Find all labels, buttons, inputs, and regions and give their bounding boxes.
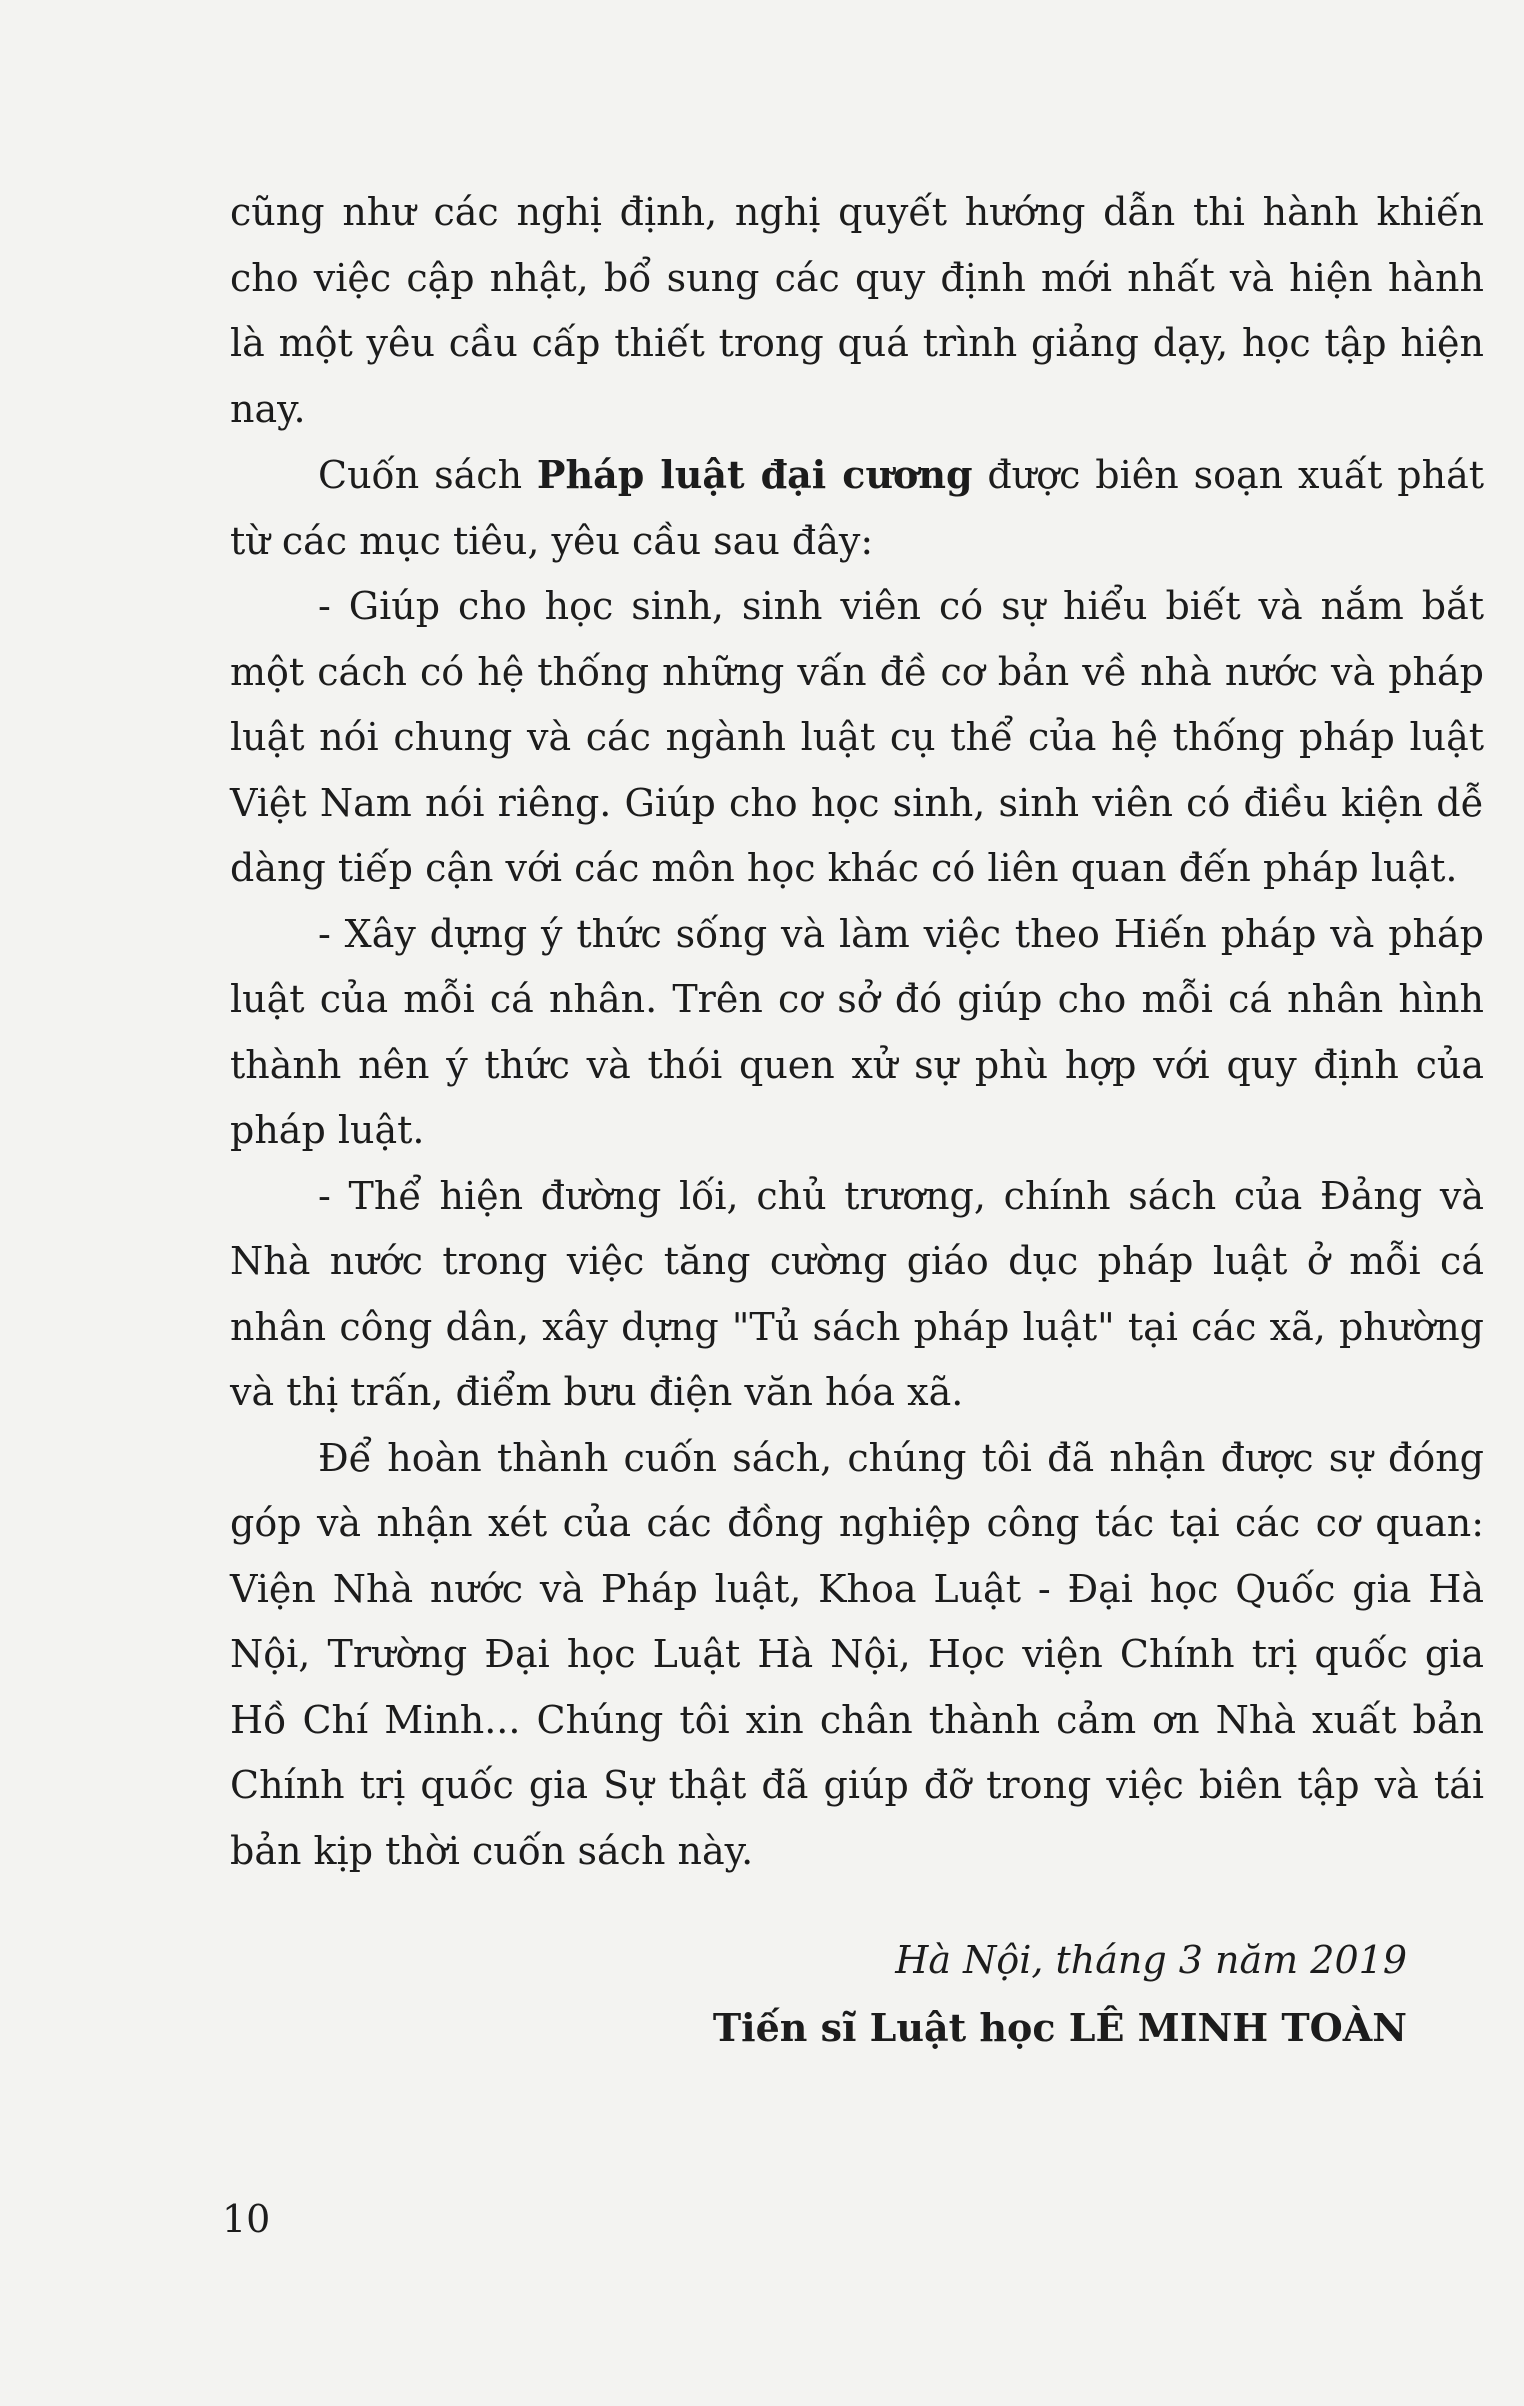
- paragraph-book-intro-rest: được biên soạn xuất phát từ các mục tiêu, yêu cầu sau đây:: [230, 453, 1484, 563]
- book-title: Pháp luật đại cương: [536, 452, 973, 497]
- body-text: [230, 180, 1484, 1884]
- paragraph-acknowledgements: Để hoàn thành cuốn sách, chúng tôi đã nhận được sự đóng góp và nhận xét của các đồng nghiệp công tác tại các cơ quan: Viện Nhà nước và Pháp luật, Khoa Luật - Đại học Quốc gia Hà Nội, Trường Đại học Luật Hà Nội, Học viện Chính trị quốc gia Hồ Chí Minh... Chúng tôi xin chân thành cảm ơn Nhà xuất bản Chính trị quốc gia Sự thật đã giúp đỡ trong việc biên tập và tái bản kịp thời cuốn sách này.: [230, 1435, 1484, 1873]
- author-signature: Tiến sĩ Luật học LÊ MINH TOÀN: [712, 2005, 1407, 2050]
- place-and-date: Hà Nội, tháng 3 năm 2019: [895, 1938, 1407, 1982]
- paragraph-book-intro-lead: Cuốn sách: [318, 453, 537, 497]
- paragraph-goal-1: - Giúp cho học sinh, sinh viên có sự hiểu biết và nắm bắt một cách có hệ thống những vấn đề cơ bản về nhà nước và pháp luật nói chung và các ngành luật cụ thể của hệ thống pháp luật Việt Nam nói riêng. Giúp cho học sinh, sinh viên có điều kiện dễ dàng tiếp cận với các môn học khác có liên quan đến pháp luật.: [230, 584, 1484, 890]
- paragraph-book-intro: [230, 442, 1484, 574]
- paragraph-goal-3: - Thể hiện đường lối, chủ trương, chính sách của Đảng và Nhà nước trong việc tăng cường giáo dục pháp luật ở mỗi cá nhân công dân, xây dựng "Tủ sách pháp luật" tại các xã, phường và thị trấn, điểm bưu điện văn hóa xã.: [230, 1173, 1484, 1414]
- page-number: 10: [222, 2197, 271, 2241]
- paragraph-continuation: cũng như các nghị định, nghị quyết hướng dẫn thi hành khiến cho việc cập nhật, bổ sung các quy định mới nhất và hiện hành là một yêu cầu cấp thiết trong quá trình giảng dạy, học tập hiện nay.: [230, 190, 1484, 431]
- paragraph-goal-2: - Xây dựng ý thức sống và làm việc theo Hiến pháp và pháp luật của mỗi cá nhân. Trên cơ sở đó giúp cho mỗi cá nhân hình thành nên ý thức và thói quen xử sự phù hợp với quy định của pháp luật.: [230, 911, 1484, 1152]
